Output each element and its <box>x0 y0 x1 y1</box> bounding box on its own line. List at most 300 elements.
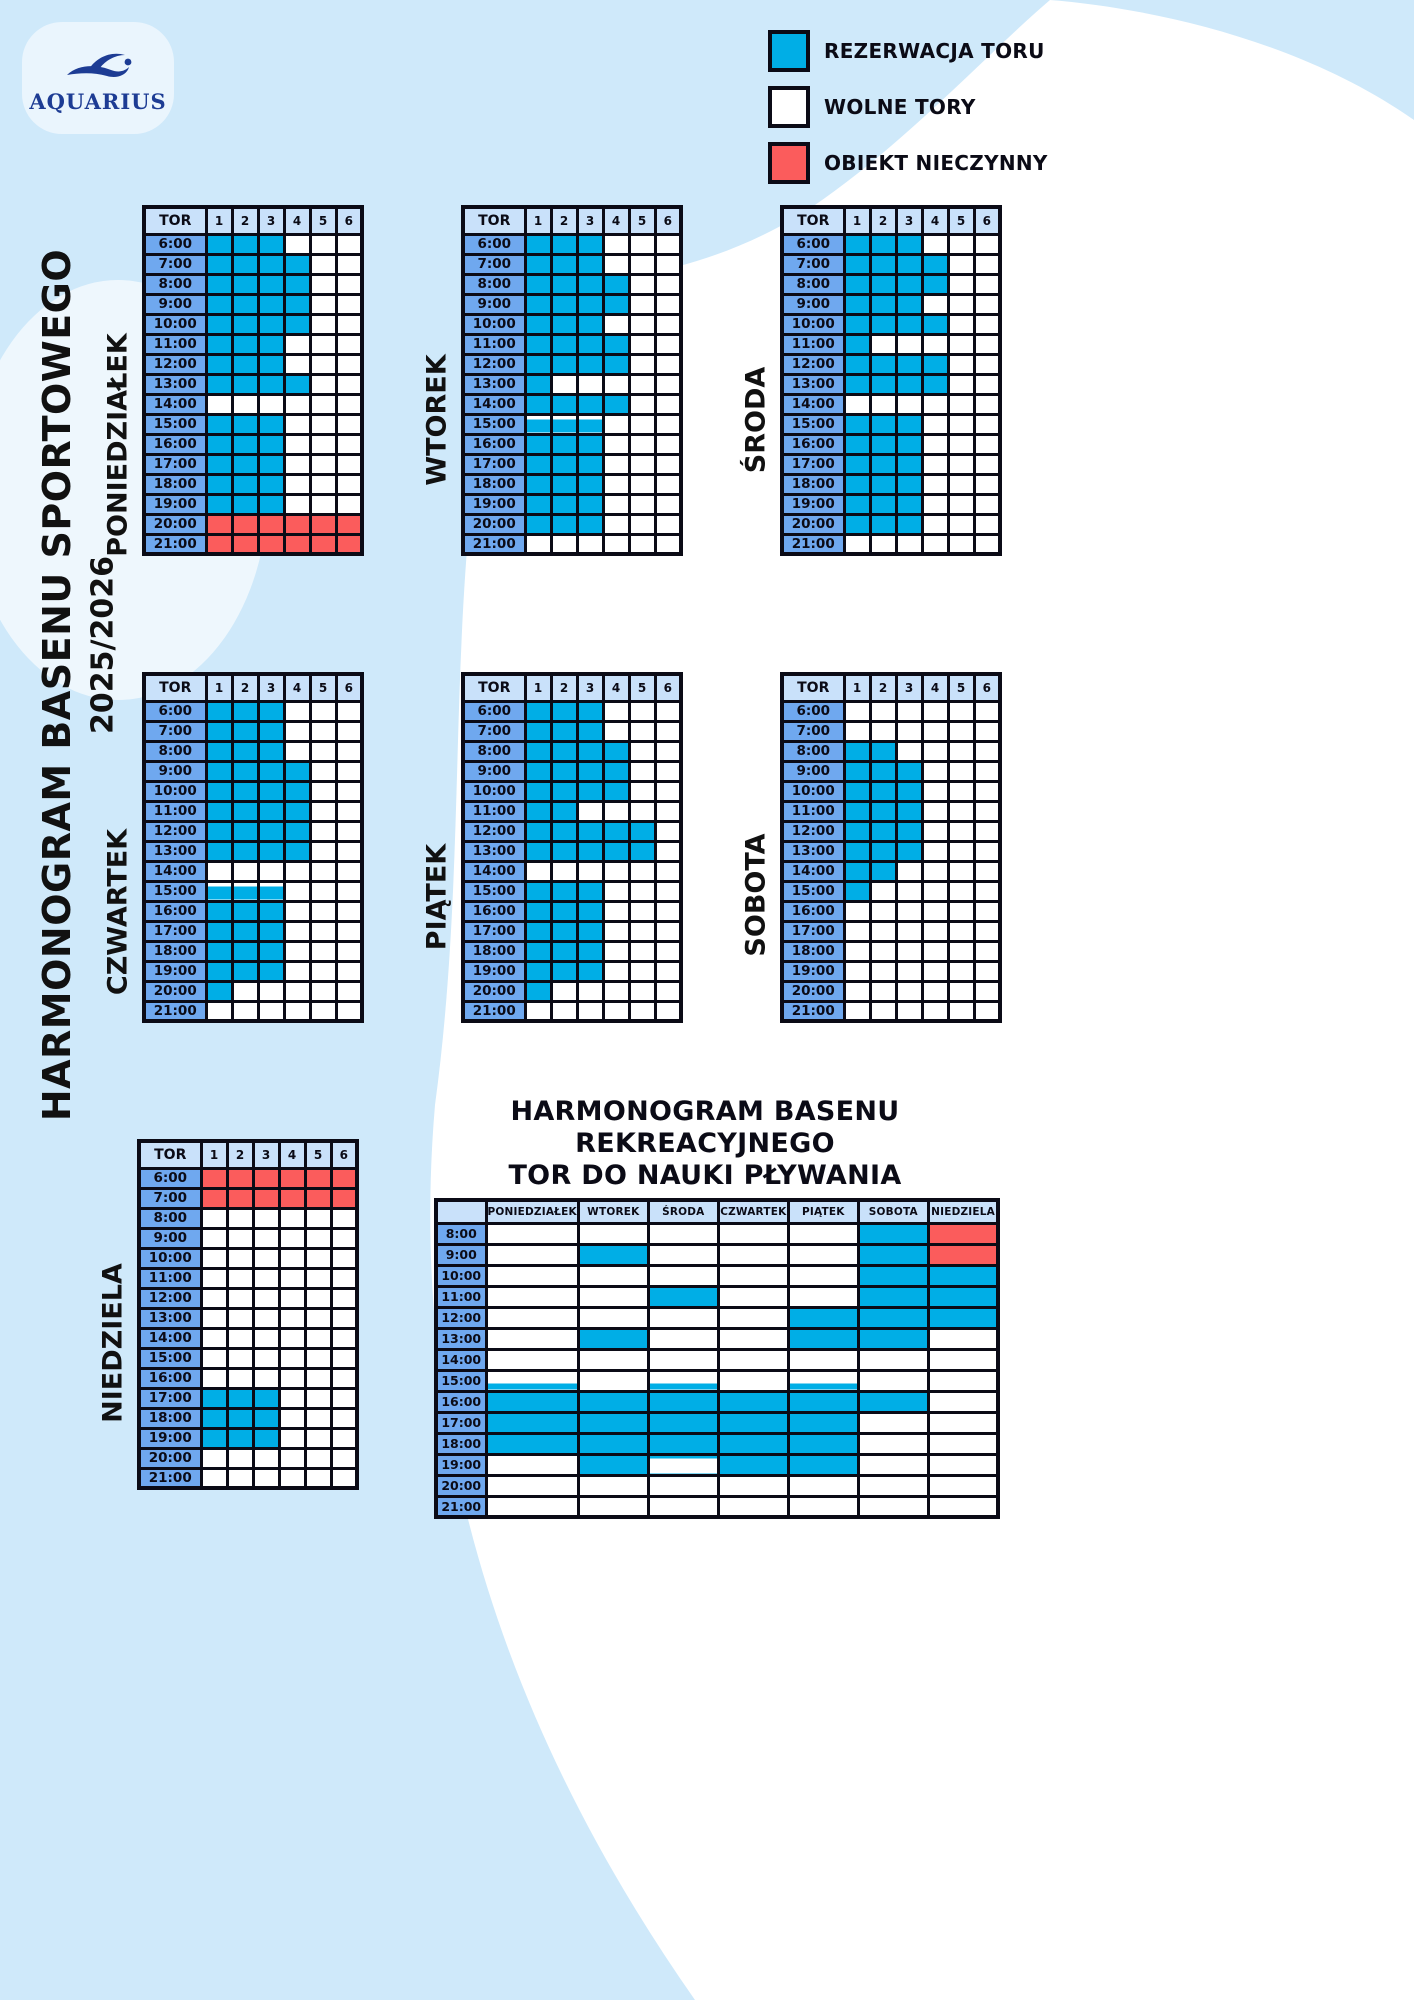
cell-piatek-15:00-tor2 <box>551 881 577 901</box>
cell-sobota-10:00-tor6 <box>974 781 1000 801</box>
cell-sobota-21:00-tor2 <box>870 1001 896 1021</box>
cell-rec-niedziela-19:00 <box>928 1454 998 1475</box>
cell-sroda-18:00-tor2 <box>870 474 896 494</box>
cell-piatek-14:00-tor5 <box>629 861 655 881</box>
cell-piatek-10:00-tor5 <box>629 781 655 801</box>
cell-sroda-12:00-tor3 <box>896 354 922 374</box>
cell-piatek-11:00-tor5 <box>629 801 655 821</box>
time-label: 20:00 <box>139 1448 201 1468</box>
cell-czwartek-17:00-tor2 <box>232 921 258 941</box>
lane-header-4: 4 <box>284 674 310 701</box>
cell-sroda-12:00-tor5 <box>948 354 974 374</box>
cell-niedziela-21:00-tor3 <box>253 1468 279 1488</box>
time-label: 11:00 <box>782 801 844 821</box>
cell-rec-niedziela-9:00 <box>928 1244 998 1265</box>
cell-poniedzialek-11:00-tor3 <box>258 334 284 354</box>
cell-czwartek-21:00-tor2 <box>232 1001 258 1021</box>
cell-wtorek-11:00-tor1 <box>525 334 551 354</box>
time-row <box>463 841 681 861</box>
cell-poniedzialek-20:00-tor3 <box>258 514 284 534</box>
cell-poniedzialek-18:00-tor4 <box>284 474 310 494</box>
cell-poniedzialek-15:00-tor3 <box>258 414 284 434</box>
cell-czwartek-15:00-tor6 <box>336 881 362 901</box>
cell-sobota-8:00-tor1 <box>844 741 870 761</box>
cell-niedziela-19:00-tor4 <box>279 1428 305 1448</box>
cell-poniedzialek-18:00-tor6 <box>336 474 362 494</box>
cell-sobota-12:00-tor6 <box>974 821 1000 841</box>
time-row <box>463 861 681 881</box>
cell-sobota-18:00-tor2 <box>870 941 896 961</box>
time-label: 19:00 <box>463 494 525 514</box>
cell-czwartek-8:00-tor5 <box>310 741 336 761</box>
cell-piatek-12:00-tor5 <box>629 821 655 841</box>
tor-header: TOR <box>139 1141 201 1168</box>
cell-piatek-10:00-tor4 <box>603 781 629 801</box>
legend-label-closed: OBIEKT NIECZYNNY <box>824 151 1048 175</box>
cell-sroda-20:00-tor6 <box>974 514 1000 534</box>
day-label-wtorek: WTOREK <box>421 354 453 486</box>
cell-rec-czwartek-12:00 <box>718 1307 788 1328</box>
time-row <box>782 374 1000 394</box>
aquarius-logo <box>22 22 174 134</box>
cell-poniedzialek-7:00-tor5 <box>310 254 336 274</box>
time-row <box>144 374 362 394</box>
cell-wtorek-10:00-tor5 <box>629 314 655 334</box>
cell-poniedzialek-13:00-tor4 <box>284 374 310 394</box>
cell-piatek-8:00-tor2 <box>551 741 577 761</box>
cell-sobota-19:00-tor6 <box>974 961 1000 981</box>
tor-header: TOR <box>463 207 525 234</box>
lane-header-6: 6 <box>655 674 681 701</box>
lane-header-6: 6 <box>655 207 681 234</box>
cell-rec-wtorek-18:00 <box>578 1433 648 1454</box>
cell-niedziela-14:00-tor6 <box>331 1328 357 1348</box>
time-label: 9:00 <box>144 761 206 781</box>
time-row <box>144 394 362 414</box>
time-label: 19:00 <box>782 494 844 514</box>
cell-poniedzialek-21:00-tor5 <box>310 534 336 554</box>
cell-wtorek-7:00-tor4 <box>603 254 629 274</box>
cell-piatek-21:00-tor2 <box>551 1001 577 1021</box>
cell-rec-wtorek-11:00 <box>578 1286 648 1307</box>
cell-sobota-10:00-tor1 <box>844 781 870 801</box>
cell-piatek-7:00-tor3 <box>577 721 603 741</box>
cell-rec-sobota-21:00 <box>858 1496 928 1517</box>
cell-niedziela-15:00-tor3 <box>253 1348 279 1368</box>
cell-wtorek-13:00-tor3 <box>577 374 603 394</box>
time-label: 6:00 <box>782 234 844 254</box>
cell-sroda-8:00-tor4 <box>922 274 948 294</box>
cell-sobota-14:00-tor1 <box>844 861 870 881</box>
cell-sroda-6:00-tor4 <box>922 234 948 254</box>
time-row <box>463 454 681 474</box>
cell-poniedzialek-10:00-tor5 <box>310 314 336 334</box>
cell-rec-sroda-18:00 <box>648 1433 718 1454</box>
cell-czwartek-20:00-tor3 <box>258 981 284 1001</box>
time-label: 6:00 <box>463 234 525 254</box>
cell-niedziela-13:00-tor4 <box>279 1308 305 1328</box>
time-label: 6:00 <box>144 701 206 721</box>
time-row <box>782 981 1000 1001</box>
time-label: 15:00 <box>144 881 206 901</box>
cell-piatek-18:00-tor3 <box>577 941 603 961</box>
cell-poniedzialek-16:00-tor1 <box>206 434 232 454</box>
header-row <box>144 207 362 234</box>
cell-czwartek-10:00-tor2 <box>232 781 258 801</box>
cell-sroda-13:00-tor6 <box>974 374 1000 394</box>
cell-poniedzialek-7:00-tor3 <box>258 254 284 274</box>
time-label: 11:00 <box>463 801 525 821</box>
cell-wtorek-18:00-tor6 <box>655 474 681 494</box>
cell-piatek-9:00-tor2 <box>551 761 577 781</box>
cell-sobota-19:00-tor1 <box>844 961 870 981</box>
cell-niedziela-14:00-tor2 <box>227 1328 253 1348</box>
time-label: 17:00 <box>463 921 525 941</box>
cell-sobota-19:00-tor4 <box>922 961 948 981</box>
time-label: 15:00 <box>463 414 525 434</box>
cell-sroda-21:00-tor6 <box>974 534 1000 554</box>
cell-niedziela-8:00-tor5 <box>305 1208 331 1228</box>
cell-wtorek-21:00-tor6 <box>655 534 681 554</box>
time-label: 8:00 <box>463 274 525 294</box>
cell-poniedzialek-12:00-tor3 <box>258 354 284 374</box>
cell-rec-sobota-11:00 <box>858 1286 928 1307</box>
cell-rec-sroda-11:00 <box>648 1286 718 1307</box>
cell-wtorek-6:00-tor5 <box>629 234 655 254</box>
cell-sobota-14:00-tor2 <box>870 861 896 881</box>
cell-czwartek-13:00-tor4 <box>284 841 310 861</box>
cell-czwartek-6:00-tor5 <box>310 701 336 721</box>
cell-poniedzialek-6:00-tor4 <box>284 234 310 254</box>
cell-niedziela-21:00-tor6 <box>331 1468 357 1488</box>
cell-niedziela-13:00-tor3 <box>253 1308 279 1328</box>
cell-poniedzialek-21:00-tor2 <box>232 534 258 554</box>
time-label: 6:00 <box>144 234 206 254</box>
cell-wtorek-11:00-tor2 <box>551 334 577 354</box>
cell-czwartek-8:00-tor6 <box>336 741 362 761</box>
time-label: 20:00 <box>782 514 844 534</box>
day-label-piatek: PIĄTEK <box>421 843 453 951</box>
cell-rec-poniedzialek-20:00 <box>486 1475 578 1496</box>
cell-rec-niedziela-13:00 <box>928 1328 998 1349</box>
cell-niedziela-20:00-tor2 <box>227 1448 253 1468</box>
cell-poniedzialek-9:00-tor1 <box>206 294 232 314</box>
cell-wtorek-12:00-tor3 <box>577 354 603 374</box>
time-label: 17:00 <box>144 454 206 474</box>
cell-piatek-9:00-tor5 <box>629 761 655 781</box>
tor-header: TOR <box>782 674 844 701</box>
time-row <box>139 1208 357 1228</box>
time-row <box>139 1468 357 1488</box>
cell-sroda-19:00-tor4 <box>922 494 948 514</box>
cell-sobota-7:00-tor3 <box>896 721 922 741</box>
cell-piatek-20:00-tor3 <box>577 981 603 1001</box>
cell-sobota-21:00-tor6 <box>974 1001 1000 1021</box>
cell-poniedzialek-19:00-tor4 <box>284 494 310 514</box>
cell-sobota-6:00-tor5 <box>948 701 974 721</box>
cell-rec-sobota-15:00 <box>858 1370 928 1391</box>
cell-czwartek-18:00-tor6 <box>336 941 362 961</box>
cell-sroda-6:00-tor6 <box>974 234 1000 254</box>
cell-poniedzialek-21:00-tor4 <box>284 534 310 554</box>
time-label: 12:00 <box>436 1307 486 1328</box>
cell-wtorek-19:00-tor1 <box>525 494 551 514</box>
cell-piatek-17:00-tor6 <box>655 921 681 941</box>
time-label: 17:00 <box>436 1412 486 1433</box>
cell-piatek-12:00-tor4 <box>603 821 629 841</box>
cell-sobota-19:00-tor5 <box>948 961 974 981</box>
lane-header-1: 1 <box>844 207 870 234</box>
cell-rec-wtorek-9:00 <box>578 1244 648 1265</box>
cell-czwartek-20:00-tor5 <box>310 981 336 1001</box>
time-row <box>144 861 362 881</box>
cell-poniedzialek-15:00-tor2 <box>232 414 258 434</box>
time-label: 10:00 <box>436 1265 486 1286</box>
cell-niedziela-19:00-tor3 <box>253 1428 279 1448</box>
cell-niedziela-13:00-tor2 <box>227 1308 253 1328</box>
legend-row-closed <box>768 142 1048 184</box>
lane-header-6: 6 <box>336 207 362 234</box>
cell-niedziela-17:00-tor1 <box>201 1388 227 1408</box>
cell-piatek-9:00-tor1 <box>525 761 551 781</box>
cell-poniedzialek-19:00-tor2 <box>232 494 258 514</box>
cell-czwartek-18:00-tor2 <box>232 941 258 961</box>
cell-rec-wtorek-8:00 <box>578 1223 648 1244</box>
cell-sobota-11:00-tor5 <box>948 801 974 821</box>
cell-niedziela-8:00-tor3 <box>253 1208 279 1228</box>
time-row <box>463 921 681 941</box>
time-row <box>782 454 1000 474</box>
cell-niedziela-10:00-tor4 <box>279 1248 305 1268</box>
cell-wtorek-18:00-tor2 <box>551 474 577 494</box>
cell-rec-piatek-14:00 <box>788 1349 858 1370</box>
rec-day-header-niedziela: NIEDZIELA <box>928 1200 998 1223</box>
cell-rec-piatek-13:00 <box>788 1328 858 1349</box>
lane-header-4: 4 <box>603 207 629 234</box>
cell-sobota-21:00-tor4 <box>922 1001 948 1021</box>
time-label: 9:00 <box>436 1244 486 1265</box>
cell-sroda-10:00-tor1 <box>844 314 870 334</box>
cell-sobota-19:00-tor3 <box>896 961 922 981</box>
cell-sroda-17:00-tor4 <box>922 454 948 474</box>
cell-czwartek-18:00-tor4 <box>284 941 310 961</box>
time-row <box>782 394 1000 414</box>
cell-wtorek-19:00-tor4 <box>603 494 629 514</box>
time-row <box>463 1001 681 1021</box>
cell-czwartek-20:00-tor4 <box>284 981 310 1001</box>
time-row <box>139 1328 357 1348</box>
cell-poniedzialek-20:00-tor6 <box>336 514 362 534</box>
cell-czwartek-18:00-tor5 <box>310 941 336 961</box>
cell-piatek-6:00-tor1 <box>525 701 551 721</box>
cell-sobota-11:00-tor3 <box>896 801 922 821</box>
cell-rec-niedziela-15:00 <box>928 1370 998 1391</box>
cell-rec-czwartek-9:00 <box>718 1244 788 1265</box>
cell-czwartek-12:00-tor5 <box>310 821 336 841</box>
time-row <box>139 1408 357 1428</box>
cell-wtorek-9:00-tor1 <box>525 294 551 314</box>
time-row <box>782 354 1000 374</box>
rec-day-header-sroda: ŚRODA <box>648 1200 718 1223</box>
cell-sroda-7:00-tor5 <box>948 254 974 274</box>
lane-header-4: 4 <box>922 674 948 701</box>
cell-wtorek-14:00-tor6 <box>655 394 681 414</box>
time-row <box>144 761 362 781</box>
cell-niedziela-21:00-tor5 <box>305 1468 331 1488</box>
cell-czwartek-15:00-tor4 <box>284 881 310 901</box>
cell-sroda-19:00-tor2 <box>870 494 896 514</box>
cell-sobota-10:00-tor2 <box>870 781 896 801</box>
cell-sroda-11:00-tor5 <box>948 334 974 354</box>
cell-czwartek-6:00-tor4 <box>284 701 310 721</box>
tor-header: TOR <box>144 207 206 234</box>
time-label: 9:00 <box>463 761 525 781</box>
cell-sroda-6:00-tor2 <box>870 234 896 254</box>
cell-niedziela-11:00-tor5 <box>305 1268 331 1288</box>
lane-header-2: 2 <box>227 1141 253 1168</box>
cell-sroda-15:00-tor5 <box>948 414 974 434</box>
cell-sroda-7:00-tor4 <box>922 254 948 274</box>
time-row <box>463 334 681 354</box>
cell-sroda-10:00-tor6 <box>974 314 1000 334</box>
cell-poniedzialek-11:00-tor6 <box>336 334 362 354</box>
cell-wtorek-21:00-tor4 <box>603 534 629 554</box>
cell-poniedzialek-19:00-tor3 <box>258 494 284 514</box>
cell-poniedzialek-7:00-tor2 <box>232 254 258 274</box>
cell-piatek-16:00-tor5 <box>629 901 655 921</box>
cell-sroda-14:00-tor3 <box>896 394 922 414</box>
cell-niedziela-19:00-tor1 <box>201 1428 227 1448</box>
cell-czwartek-6:00-tor1 <box>206 701 232 721</box>
cell-poniedzialek-20:00-tor2 <box>232 514 258 534</box>
cell-poniedzialek-18:00-tor1 <box>206 474 232 494</box>
cell-sobota-18:00-tor3 <box>896 941 922 961</box>
cell-sobota-12:00-tor2 <box>870 821 896 841</box>
time-row <box>782 781 1000 801</box>
cell-sobota-15:00-tor6 <box>974 881 1000 901</box>
cell-niedziela-10:00-tor2 <box>227 1248 253 1268</box>
cell-niedziela-11:00-tor4 <box>279 1268 305 1288</box>
cell-rec-wtorek-14:00 <box>578 1349 648 1370</box>
cell-czwartek-17:00-tor5 <box>310 921 336 941</box>
cell-poniedzialek-14:00-tor2 <box>232 394 258 414</box>
time-row <box>139 1368 357 1388</box>
cell-niedziela-6:00-tor2 <box>227 1168 253 1188</box>
lane-header-2: 2 <box>232 674 258 701</box>
time-label: 13:00 <box>463 841 525 861</box>
time-label: 10:00 <box>463 781 525 801</box>
cell-poniedzialek-9:00-tor5 <box>310 294 336 314</box>
cell-rec-wtorek-15:00 <box>578 1370 648 1391</box>
cell-piatek-14:00-tor2 <box>551 861 577 881</box>
cell-wtorek-19:00-tor5 <box>629 494 655 514</box>
rec-title-line3: TOR DO NAUKI PŁYWANIA <box>508 1160 902 1191</box>
cell-sobota-15:00-tor2 <box>870 881 896 901</box>
cell-sroda-18:00-tor6 <box>974 474 1000 494</box>
cell-wtorek-20:00-tor1 <box>525 514 551 534</box>
corner-cell <box>436 1200 486 1223</box>
time-label: 21:00 <box>436 1496 486 1517</box>
cell-sroda-19:00-tor6 <box>974 494 1000 514</box>
tor-header: TOR <box>144 674 206 701</box>
time-row <box>463 781 681 801</box>
time-row <box>139 1268 357 1288</box>
time-row <box>139 1188 357 1208</box>
cell-czwartek-21:00-tor1 <box>206 1001 232 1021</box>
cell-czwartek-15:00-tor5 <box>310 881 336 901</box>
header-row <box>436 1200 998 1223</box>
cell-niedziela-20:00-tor6 <box>331 1448 357 1468</box>
cell-niedziela-10:00-tor3 <box>253 1248 279 1268</box>
time-row <box>782 841 1000 861</box>
rec-day-header-sobota: SOBOTA <box>858 1200 928 1223</box>
cell-wtorek-12:00-tor2 <box>551 354 577 374</box>
cell-sroda-18:00-tor5 <box>948 474 974 494</box>
time-label: 6:00 <box>782 701 844 721</box>
sport-table-poniedzialek <box>142 205 364 556</box>
cell-poniedzialek-17:00-tor5 <box>310 454 336 474</box>
cell-czwartek-16:00-tor6 <box>336 901 362 921</box>
time-row <box>144 741 362 761</box>
time-label: 18:00 <box>782 474 844 494</box>
cell-czwartek-8:00-tor4 <box>284 741 310 761</box>
cell-poniedzialek-13:00-tor5 <box>310 374 336 394</box>
cell-rec-poniedzialek-10:00 <box>486 1265 578 1286</box>
cell-sroda-11:00-tor4 <box>922 334 948 354</box>
time-label: 18:00 <box>436 1433 486 1454</box>
time-row <box>463 374 681 394</box>
cell-poniedzialek-17:00-tor6 <box>336 454 362 474</box>
cell-sroda-13:00-tor3 <box>896 374 922 394</box>
time-label: 13:00 <box>144 841 206 861</box>
cell-wtorek-17:00-tor4 <box>603 454 629 474</box>
cell-piatek-15:00-tor6 <box>655 881 681 901</box>
cell-sobota-9:00-tor2 <box>870 761 896 781</box>
cell-niedziela-9:00-tor5 <box>305 1228 331 1248</box>
cell-piatek-11:00-tor3 <box>577 801 603 821</box>
cell-sobota-18:00-tor1 <box>844 941 870 961</box>
time-row <box>463 254 681 274</box>
cell-wtorek-20:00-tor4 <box>603 514 629 534</box>
time-row <box>144 941 362 961</box>
cell-niedziela-13:00-tor5 <box>305 1308 331 1328</box>
lane-header-4: 4 <box>284 207 310 234</box>
cell-sroda-8:00-tor3 <box>896 274 922 294</box>
cell-czwartek-21:00-tor6 <box>336 1001 362 1021</box>
cell-poniedzialek-8:00-tor2 <box>232 274 258 294</box>
cell-poniedzialek-16:00-tor4 <box>284 434 310 454</box>
cell-wtorek-16:00-tor3 <box>577 434 603 454</box>
cell-sobota-7:00-tor1 <box>844 721 870 741</box>
day-label-czwartek: CZWARTEK <box>102 828 134 996</box>
cell-wtorek-16:00-tor5 <box>629 434 655 454</box>
cell-czwartek-12:00-tor2 <box>232 821 258 841</box>
lane-header-2: 2 <box>870 674 896 701</box>
cell-sobota-20:00-tor1 <box>844 981 870 1001</box>
cell-piatek-15:00-tor3 <box>577 881 603 901</box>
cell-niedziela-20:00-tor3 <box>253 1448 279 1468</box>
cell-sroda-13:00-tor2 <box>870 374 896 394</box>
cell-sroda-11:00-tor6 <box>974 334 1000 354</box>
cell-sroda-8:00-tor2 <box>870 274 896 294</box>
time-label: 12:00 <box>463 821 525 841</box>
cell-wtorek-19:00-tor3 <box>577 494 603 514</box>
cell-sobota-16:00-tor1 <box>844 901 870 921</box>
cell-czwartek-7:00-tor1 <box>206 721 232 741</box>
cell-sroda-10:00-tor4 <box>922 314 948 334</box>
cell-piatek-14:00-tor1 <box>525 861 551 881</box>
cell-niedziela-12:00-tor6 <box>331 1288 357 1308</box>
